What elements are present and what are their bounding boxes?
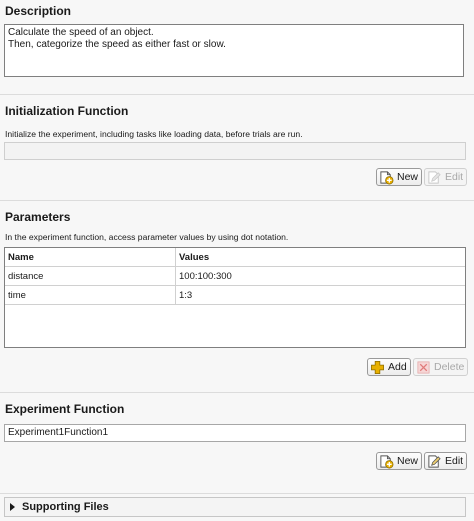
delete-icon bbox=[416, 360, 431, 375]
experiment-new-label: New bbox=[397, 455, 419, 467]
initialization-edit-label: Edit bbox=[445, 171, 464, 183]
table-row[interactable] bbox=[5, 286, 465, 305]
new-file-icon bbox=[379, 170, 394, 185]
parameters-delete-label: Delete bbox=[434, 361, 465, 373]
new-file-icon bbox=[379, 454, 394, 469]
param-values-cell[interactable]: 100:100:300 bbox=[176, 267, 466, 286]
initialization-new-button[interactable] bbox=[376, 168, 422, 186]
param-name-cell[interactable]: time bbox=[5, 286, 176, 305]
initialization-edit-button[interactable] bbox=[424, 168, 467, 186]
param-name-cell[interactable]: distance bbox=[5, 267, 176, 286]
initialization-new-label: New bbox=[397, 171, 419, 183]
initialization-heading: Initialization Function bbox=[5, 104, 129, 118]
experiment-section bbox=[0, 393, 474, 494]
experiment-edit-label: Edit bbox=[445, 455, 464, 467]
param-values-cell[interactable]: 1:3 bbox=[176, 286, 466, 305]
initialization-hint: Initialize the experiment, including tasks like loading data, before trials are run. bbox=[5, 129, 303, 139]
add-icon bbox=[370, 360, 385, 375]
description-line-2: Then, categorize the speed as either fast or slow. bbox=[8, 39, 226, 50]
table-row[interactable] bbox=[5, 267, 465, 286]
expand-triangle-icon bbox=[10, 503, 15, 511]
supporting-files-heading: Supporting Files bbox=[22, 501, 109, 513]
edit-file-icon bbox=[427, 454, 442, 469]
experiment-edit-button[interactable] bbox=[424, 452, 467, 470]
experiment-heading: Experiment Function bbox=[5, 402, 125, 416]
parameters-heading: Parameters bbox=[5, 210, 71, 224]
initialization-function-field[interactable] bbox=[4, 142, 466, 160]
parameters-hint: In the experiment function, access parameter values by using dot notation. bbox=[5, 232, 289, 242]
table-header-row bbox=[5, 248, 465, 267]
column-header-name[interactable]: Name bbox=[5, 248, 176, 267]
description-textarea[interactable] bbox=[4, 24, 464, 77]
description-section bbox=[0, 0, 474, 95]
column-header-values[interactable]: Values bbox=[176, 248, 466, 267]
edit-file-icon bbox=[427, 170, 442, 185]
parameters-table bbox=[4, 247, 466, 348]
parameters-add-label: Add bbox=[388, 361, 407, 373]
parameters-delete-button[interactable] bbox=[413, 358, 468, 376]
description-heading: Description bbox=[5, 4, 72, 18]
experiment-new-button[interactable] bbox=[376, 452, 422, 470]
supporting-files-header[interactable] bbox=[4, 497, 466, 517]
initialization-section bbox=[0, 95, 474, 201]
parameters-add-button[interactable] bbox=[367, 358, 411, 376]
description-line-1: Calculate the speed of an object. bbox=[8, 27, 154, 38]
experiment-function-field[interactable]: Experiment1Function1 bbox=[4, 424, 466, 442]
